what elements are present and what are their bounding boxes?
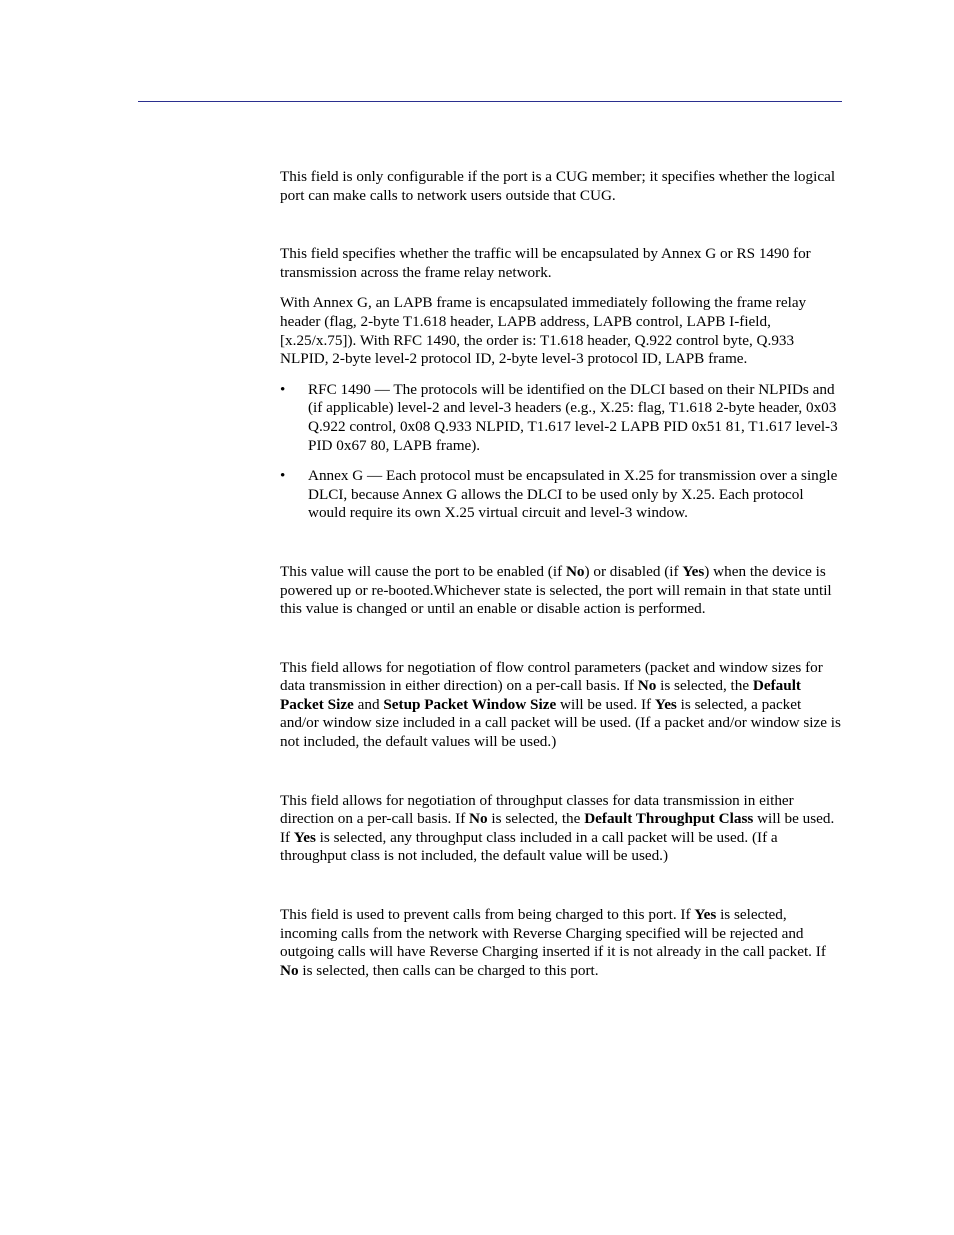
page-content [280,168,842,980]
cug-outgoing-access-description: This field is only configurable if the port is a CUG member; it specifies whether the logical port can make calls to network users outside that CUG. [280,168,836,204]
throughput-class-negotiation-description: This field allows for negotiation of throughput classes for data transmission in either direction on a per-call basis. If No is selected, the Default Throughput Class will be used. If Yes is selected, any throughput class included in a call packet will be used. (If a throughput class is not included, the default value will be used.) [280,791,835,865]
bullet-rfc-1490-text: RFC 1490 — The protocols will be identified on the DLCI based on their NLPIDs and (if applicable) level-2 and level-3 headers (e.g., X.25: flag, T1.618 2-byte header, 0x03 Q.922 control, 0x08 Q.933 NLPID, T1.617 level-2 LAPB PID 0x51 81, T1.617 level-3 PID 0x67 80, LAPB frame). [308,380,838,454]
admin-status-description: This value will cause the port to be enabled (if No) or disabled (if Yes) when the device is powered up or re-booted.Whichever state is selected, the port will remain in that state until this value is changed or until an enable or disable action is performed. [280,562,832,618]
encapsulation-intro: This field specifies whether the traffic will be encapsulated by Annex G or RS 1490 for transmission across the frame relay network. [280,245,811,281]
reverse-charging-description: This field is used to prevent calls from being charged to this port. If Yes is selected, incoming calls from the network with Reverse Charging specified will be rejected and outgoing calls will have Reverse Charging inserted if it is not already in the call packet. If No is selected, then calls can be charged to this port. [280,906,826,979]
header-rule [138,101,842,102]
bullet-mark: • [280,380,286,398]
encapsulation-detail: With Annex G, an LAPB frame is encapsulated immediately following the frame relay header (flag, 2-byte T1.618 header, LAPB address, LAPB control, LAPB I-field, [x.25/x.75]). With RFC 1490, the order is: T1.618 header, Q.922 control byte, Q.933 NLPID, 2-byte level-2 protocol ID, 2-byte level-3 protocol ID, LAPB frame. [280,294,807,368]
bullet-annex-g-text: Annex G — Each protocol must be encapsulated in X.25 for transmission over a single DLCI, because Annex G allows the DLCI to be used only by X.25. Each protocol would require its own X.25 virtual circuit and level-3 window. [308,467,838,522]
bullet-mark: • [280,467,286,485]
bullet-rfc-1490 [280,381,842,455]
flow-control-negotiation-description: This field allows for negotiation of flow control parameters (packet and window sizes for data transmission in either direction) on a per-call basis. If No is selected, the Default Packet Size and Setup Packet Window Size will be used. If Yes is selected, a packet and/or window size included in a call packet will be used. (If a packet and/or window size is not included, the default values will be used.) [280,658,841,751]
encapsulation-bullet-list [280,381,842,523]
bullet-annex-g [280,467,842,523]
